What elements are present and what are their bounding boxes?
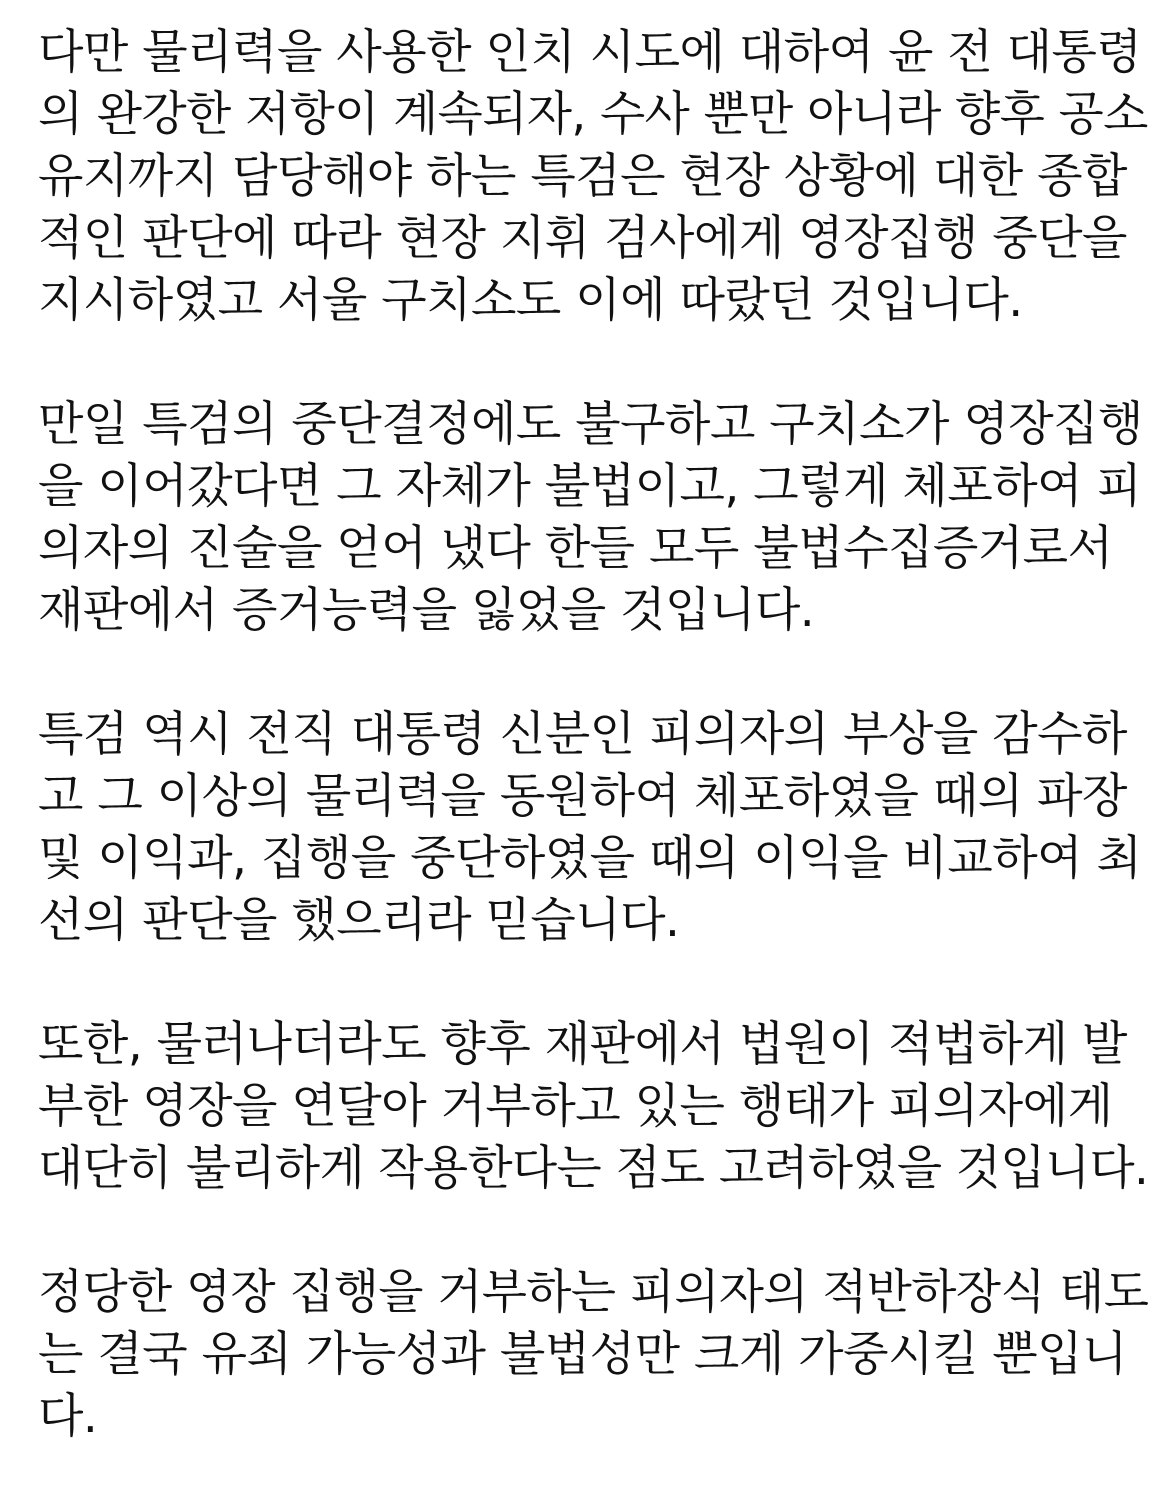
text-line: 및 이익과, 집행을 중단하였을 때의 이익을 비교하여 최	[38, 831, 1142, 886]
text-line: 정당한 영장 집행을 거부하는 피의자의 적반하장식 태도	[38, 1265, 1149, 1320]
text-line: 을 이어갔다면 그 자체가 불법이고, 그렇게 체포하여 피	[38, 459, 1142, 514]
text-line: 만일 특검의 중단결정에도 불구하고 구치소가 영장집행	[38, 397, 1143, 452]
paragraph-1	[38, 22, 1148, 332]
text-line: 의 완강한 저항이 계속되자, 수사 뿐만 아니라 향후 공소	[38, 87, 1148, 142]
text-line: 다.	[38, 1389, 98, 1444]
text-line: 다만 물리력을 사용한 인치 시도에 대하여 윤 전 대통령	[38, 25, 1142, 80]
text-line: 또한, 물러나더라도 향후 재판에서 법원이 적법하게 발	[38, 1017, 1127, 1072]
text-line: 특검 역시 전직 대통령 신분인 피의자의 부상을 감수하	[38, 707, 1127, 762]
paragraph-4	[38, 1014, 1148, 1200]
paragraph-2	[38, 394, 1148, 642]
text-line: 대단히 불리하게 작용한다는 점도 고려하였을 것입니다.	[38, 1141, 1149, 1196]
text-line: 유지까지 담당해야 하는 특검은 현장 상황에 대한 종합	[38, 149, 1127, 204]
text-line: 고 그 이상의 물리력을 동원하여 체포하였을 때의 파장	[38, 769, 1127, 824]
document-body	[38, 22, 1148, 1448]
paragraph-3	[38, 704, 1148, 952]
text-line: 지시하였고 서울 구치소도 이에 따랐던 것입니다.	[38, 273, 1023, 328]
text-line: 부한 영장을 연달아 거부하고 있는 행태가 피의자에게	[38, 1079, 1113, 1134]
text-line: 의자의 진술을 얻어 냈다 한들 모두 불법수집증거로서	[38, 521, 1113, 576]
text-line: 적인 판단에 따라 현장 지휘 검사에게 영장집행 중단을	[38, 211, 1127, 266]
text-line: 재판에서 증거능력을 잃었을 것입니다.	[38, 583, 815, 638]
text-line: 는 결국 유죄 가능성과 불법성만 크게 가중시킬 뿐입니	[38, 1327, 1127, 1382]
text-line: 선의 판단을 했으리라 믿습니다.	[38, 893, 680, 948]
paragraph-5	[38, 1262, 1148, 1448]
